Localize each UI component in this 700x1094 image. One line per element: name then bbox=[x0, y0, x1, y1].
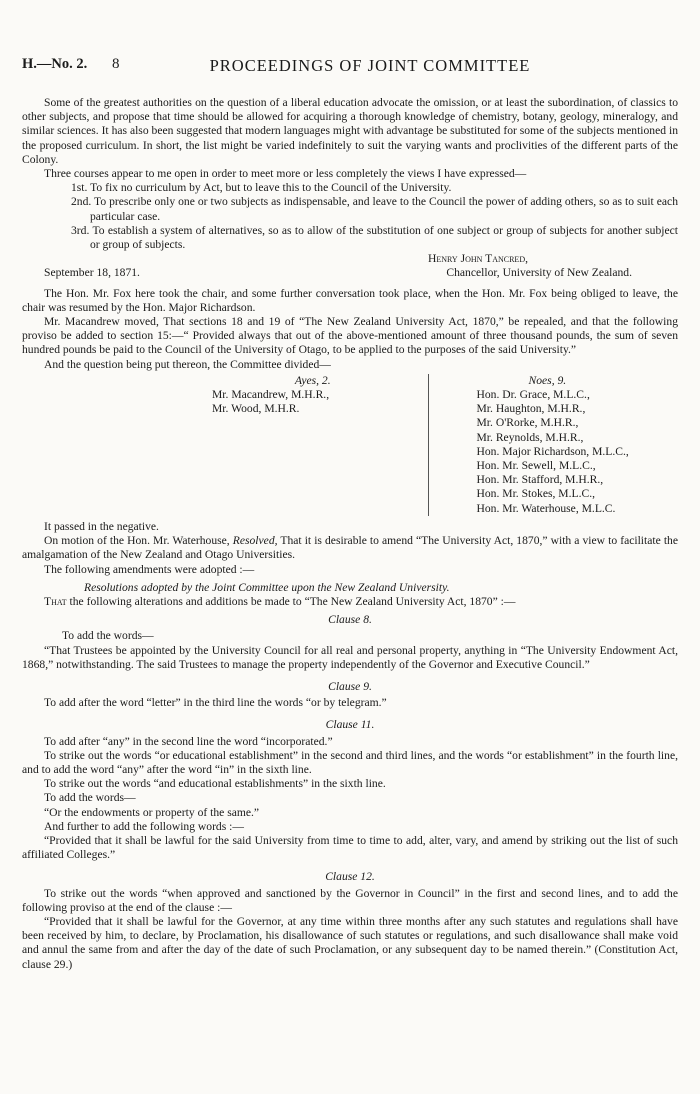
division-list bbox=[22, 374, 678, 516]
running-title: PROCEEDINGS OF JOINT COMMITTEE bbox=[209, 56, 531, 75]
page-body bbox=[22, 96, 678, 972]
clause-heading: Clause 8. bbox=[328, 613, 372, 627]
paragraph: And the question being put thereon, the Committee divided— bbox=[44, 357, 331, 371]
page-header bbox=[0, 56, 700, 76]
ayes-column bbox=[212, 374, 429, 516]
paragraph: “Provided that it shall be lawful for the said University from time to time to add, alter, vary, and amend by striking out the list of such affiliated Colleges.” bbox=[22, 833, 678, 862]
paragraph: “That Trustees be appointed by the University Council for all real and personal property, anything in “The University Endowment Act, 1868,” notwithstanding. The said Trustees to manage the property independently of the Governor and Executive Council.” bbox=[22, 643, 678, 671]
list-item: 1st. To fix no curriculum by Act, but to leave this to the Council of the University. bbox=[71, 181, 452, 195]
paragraph bbox=[22, 534, 678, 562]
text-run: the following alterations and additions be made to “The New Zealand University Act, 1870” :— bbox=[66, 594, 516, 608]
paragraph: “Provided that it shall be lawful for the Governor, at any time within three months after any such statutes and regulations shall have been received by him, to declare, by Proclamation, his disallowance of such statutes or regulations, and such disallowance shall make void and annul the same from and after the day of the date of such Proclamation, or any subsequent day to be named therein.” (Constitution Act, clause 29.) bbox=[22, 914, 678, 971]
noes-member: Mr. O'Rorke, M.H.R., bbox=[476, 416, 579, 430]
list-item: 3rd. To establish a system of alternatives, so as to allow of the substitution of one subject or group of subjects for another subject or group of subjects. bbox=[71, 223, 678, 252]
paragraph: “Or the endowments or property of the same.” bbox=[44, 805, 260, 819]
signature-title: Chancellor, University of New Zealand. bbox=[446, 266, 632, 280]
paragraph: The following amendments were adopted :— bbox=[44, 562, 255, 576]
clause-heading: Clause 11. bbox=[325, 718, 375, 732]
ayes-heading: Ayes, 2. bbox=[294, 373, 331, 387]
list-item: 2nd. To prescribe only one or two subjects as indispensable, and leave to the Council the power of adding others, so as to suit each particular case. bbox=[71, 195, 678, 223]
page-number: 8 bbox=[112, 56, 120, 72]
text-run: That bbox=[44, 594, 67, 608]
ayes-member: Mr. Macandrew, M.H.R., bbox=[212, 388, 330, 402]
paragraph: Some of the greatest authorities on the question of a liberal education advocate the omission, or at least the subordination, of classics to other subjects, and propose that time should be allowed for acquiring a thorough knowledge of chemistry, botany, geology, mineralogy, and similar sciences. It has also been suggested that modern languages might with advantage be substituted for some of the subjects mentioned in the proposed curriculum. In short, the list might be varied indefinitely to suit the varying wants and proclivities of the different parts of the Colony. bbox=[22, 96, 678, 166]
noes-heading: Noes, 9. bbox=[528, 373, 567, 387]
paragraph: It passed in the negative. bbox=[44, 519, 159, 533]
paragraph: To add after the word “letter” in the third line the words “or by telegram.” bbox=[44, 696, 387, 710]
paragraph: Mr. Macandrew moved, That sections 18 and 19 of “The New Zealand University Act, 1870,” be repealed, and that the following proviso be added to section 15:—“ Provided always that out of the above-mentioned amount of three thousand pounds, the sum of seven hundred pounds be paid to the Council of the University of Otago, to be applied to the purposes of the said University.” bbox=[22, 315, 678, 357]
noes-member: Hon. Mr. Stokes, M.L.C., bbox=[476, 487, 596, 501]
noes-member: Mr. Reynolds, M.H.R., bbox=[476, 430, 584, 444]
noes-member: Mr. Haughton, M.H.R., bbox=[476, 402, 586, 416]
noes-member: Hon. Dr. Grace, M.L.C., bbox=[476, 388, 590, 402]
signature-date: September 18, 1871. bbox=[44, 266, 140, 280]
resolutions-heading: Resolutions adopted by the Joint Committee upon the New Zealand University. bbox=[84, 580, 450, 594]
signature-row bbox=[22, 266, 678, 280]
text-run: On motion of the Hon. Mr. Waterhouse, bbox=[44, 534, 233, 548]
paragraph: To strike out the words “or educational establishment” in the second and third lines, and the words “or establishment” in the fourth line, and to add the word “any” after the word “in” in the sixth line. bbox=[22, 748, 678, 776]
ayes-member: Mr. Wood, M.H.R. bbox=[212, 402, 300, 416]
noes-member: Hon. Major Richardson, M.L.C., bbox=[476, 444, 629, 458]
paragraph: To add the words— bbox=[44, 791, 136, 805]
paragraph bbox=[22, 595, 678, 609]
paragraph: To add after “any” in the second line the word “incorporated.” bbox=[44, 734, 333, 748]
paragraph: The Hon. Mr. Fox here took the chair, and some further conversation took place, when the Hon. Mr. Fox being obliged to leave, the chair was resumed by the Hon. Major Richardson. bbox=[22, 286, 678, 314]
paragraph: To add the words— bbox=[62, 629, 154, 643]
noes-member: Hon. Mr. Stafford, M.H.R., bbox=[476, 473, 604, 487]
signature-name: Henry John Tancred, bbox=[427, 252, 528, 266]
paragraph: To strike out the words “and educational establishments” in the sixth line. bbox=[44, 777, 386, 791]
noes-member: Hon. Mr. Waterhouse, M.L.C. bbox=[476, 501, 616, 515]
paragraph: And further to add the following words :— bbox=[44, 819, 244, 833]
clause-heading: Clause 12. bbox=[325, 870, 375, 884]
clause-heading: Clause 9. bbox=[328, 679, 372, 693]
noes-member: Hon. Mr. Sewell, M.L.C., bbox=[476, 459, 596, 473]
noes-column bbox=[429, 374, 679, 516]
text-run: That it is desirable to amend “The University Act, 1870,” with a view to facilitate the amalgamation of the New Zealand and Otago Universities. bbox=[22, 534, 678, 562]
paragraph: To strike out the words “when approved and sanctioned by the Governor in Council” in the first and second lines, and to add the following proviso at the end of the clause :— bbox=[22, 886, 678, 914]
document-id: H.—No. 2. bbox=[22, 56, 88, 72]
resolved-word: Resolved, bbox=[232, 534, 278, 548]
paragraph: Three courses appear to me open in order to meet more or less completely the views I have expressed— bbox=[44, 167, 527, 181]
